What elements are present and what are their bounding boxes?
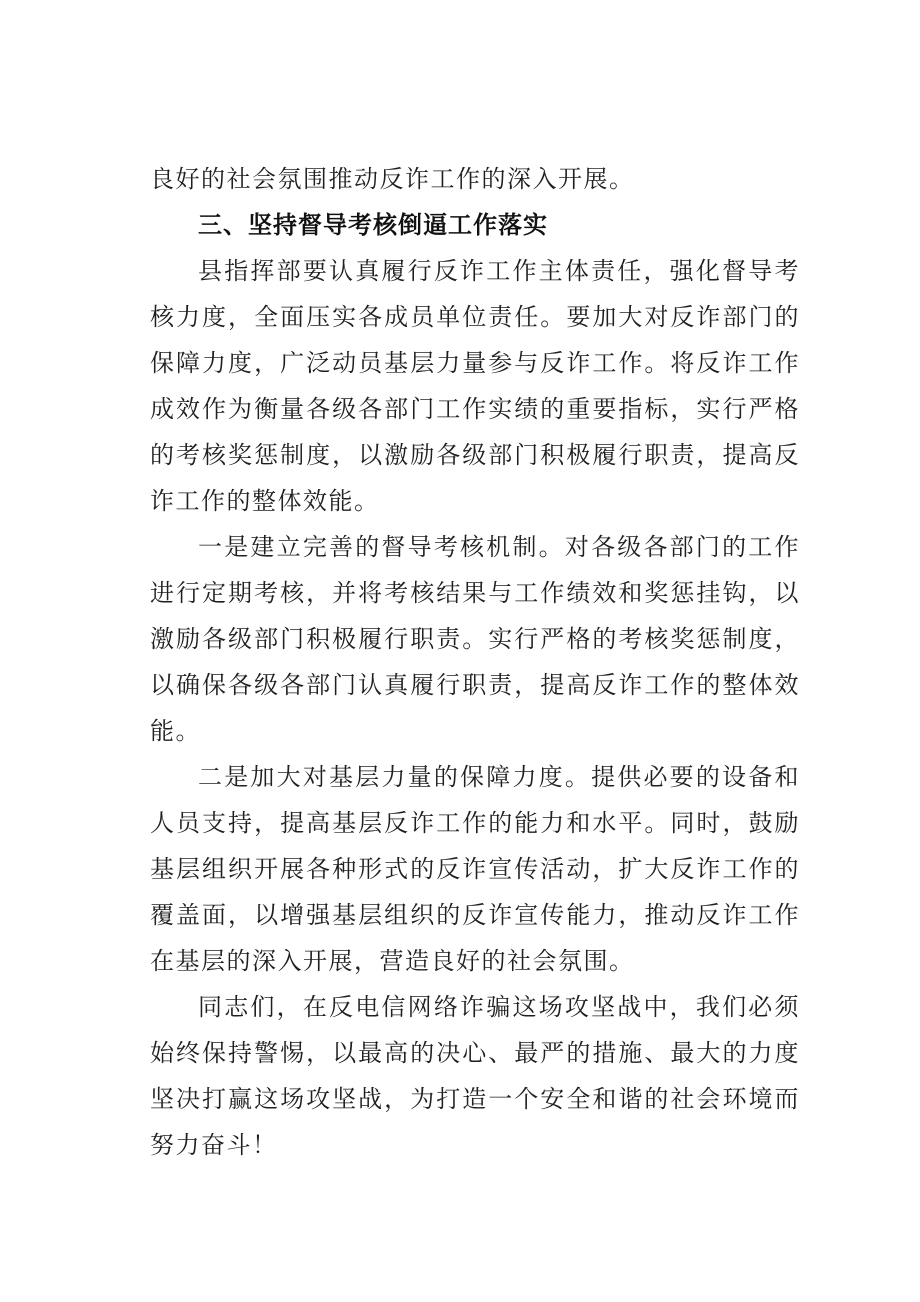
document-body bbox=[150, 156, 800, 1168]
paragraph-responsibility: 县指挥部要认真履行反诈工作主体责任，强化督导考核力度，全面压实各成员单位责任。要加大对反诈部门的保障力度，广泛动员基层力量参与反诈工作。将反诈工作成效作为衡量各级各部门工作实绩的重要指标，实行严格的考核奖惩制度，以激励各级部门积极履行职责，提高反诈工作的整体效能。 bbox=[150, 257, 800, 515]
section-heading: 三、坚持督导考核倒逼工作落实 bbox=[198, 211, 548, 239]
paragraph-grassroots-support: 二是加大对基层力量的保障力度。提供必要的设备和人员支持，提高基层反诈工作的能力和水平。同时，鼓励基层组织开展各种形式的反诈宣传活动，扩大反诈工作的覆盖面，以增强基层组织的反诈宣传能力，推动反诈工作在基层的深入开展，营造良好的社会氛围。 bbox=[150, 763, 800, 975]
continuation-paragraph: 良好的社会氛围推动反诈工作的深入开展。 bbox=[150, 165, 635, 193]
paragraph-supervision-mechanism: 一是建立完善的督导考核机制。对各级各部门的工作进行定期考核，并将考核结果与工作绩效和奖惩挂钩，以激励各级部门积极履行职责。实行严格的考核奖惩制度，以确保各级各部门认真履行职责，提高反诈工作的整体效能。 bbox=[150, 533, 800, 745]
paragraph-closing-appeal: 同志们，在反电信网络诈骗这场攻坚战中，我们必须始终保持警惕，以最高的决心、最严的措施、最大的力度坚决打赢这场攻坚战，为打造一个安全和谐的社会环境而努力奋斗！ bbox=[150, 993, 800, 1159]
